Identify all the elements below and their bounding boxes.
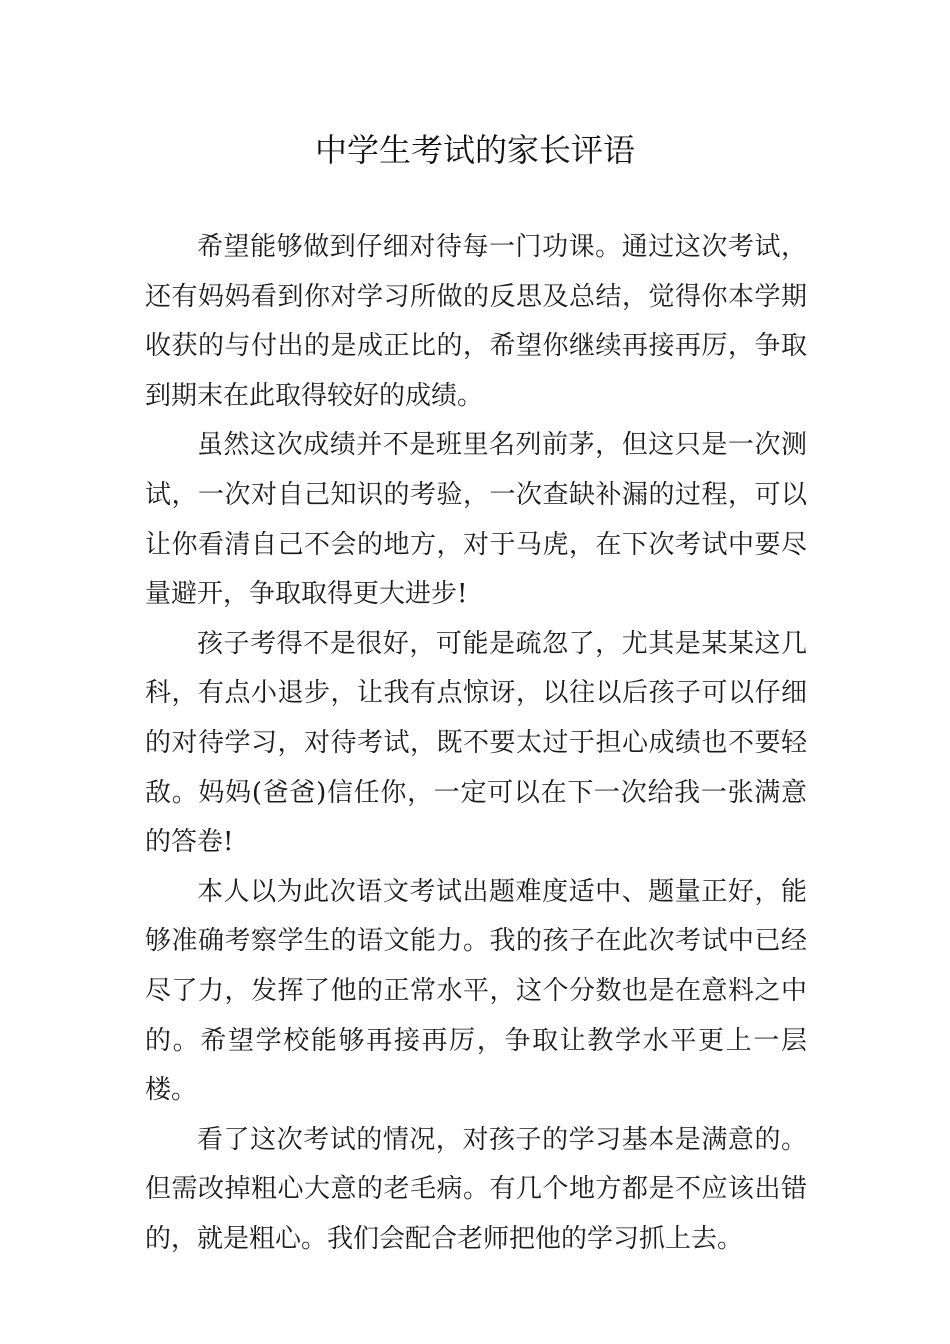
paragraph-4: 本人以为此次语文考试出题难度适中、题量正好，能够准确考察学生的语文能力。我的孩子在此次考试中已经尽了力，发挥了他的正常水平，这个分数也是在意料之中的。希望学校能够再接再厉，争取让教学水平更上一层楼。 [145, 876, 807, 1106]
paragraph-2: 虽然这次成绩并不是班里名列前茅，但这只是一次测试，一次对自己知识的考验，一次查缺补漏的过程，可以让你看清自己不会的地方，对于马虎，在下次考试中要尽量避开，争取取得更大进步! [145, 430, 807, 610]
paragraph-5: 看了这次考试的情况，对孩子的学习基本是满意的。但需改掉粗心大意的老毛病。有几个地方都是不应该出错的，就是粗心。我们会配合老师把他的学习抓上去。 [145, 1124, 807, 1254]
document-title: 中学生考试的家长评语 [314, 131, 635, 169]
document-body [145, 223, 807, 1264]
paragraph-3: 孩子考得不是很好，可能是疏忽了，尤其是某某这几科，有点小退步，让我有点惊讶，以往以后孩子可以仔细的对待学习，对待考试，既不要太过于担心成绩也不要轻敌。妈妈(爸爸)信任你，一定可以在下一次给我一张满意的答卷! [145, 628, 807, 858]
paragraph-1: 希望能够做到仔细对待每一门功课。通过这次考试，还有妈妈看到你对学习所做的反思及总结，觉得你本学期收获的与付出的是成正比的，希望你继续再接再厉，争取到期末在此取得较好的成绩。 [145, 232, 807, 411]
